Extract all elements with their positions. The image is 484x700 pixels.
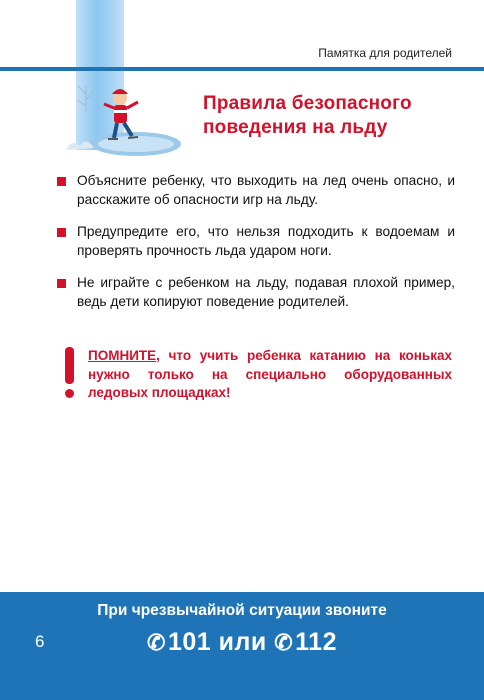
emergency-numbers: [0, 628, 484, 657]
list-item: [57, 274, 455, 311]
page-title: [203, 92, 412, 140]
list-item: [57, 172, 455, 209]
emergency-call-text: При чрезвычайной ситуации звоните: [97, 602, 387, 619]
phone-separator: или: [218, 628, 267, 656]
title-line-2: поведения на льду: [203, 117, 388, 138]
warning-text: [88, 347, 452, 403]
list-item: [57, 223, 455, 260]
warning-body: , что учить ребенка катанию на коньках нужно только на специально оборудованных ледовых площадках!: [88, 348, 452, 400]
list-item-text: Объясните ребенку, что выходить на лед очень опасно, и расскажите об опасности игр на льду.: [77, 173, 455, 207]
phone-icon: ✆: [147, 630, 166, 655]
child-skating-illustration: [58, 72, 188, 167]
warning-block: [62, 347, 462, 407]
title-line-1: Правила безопасного: [203, 93, 412, 114]
bullet-square-icon: [57, 279, 66, 288]
rules-list: [57, 172, 455, 325]
phone-number-2: 112: [295, 628, 337, 656]
exclamation-icon: [65, 347, 74, 384]
phone-number-1: 101: [167, 628, 212, 656]
footer-banner: [0, 592, 484, 700]
list-item-text: Предупредите его, что нельзя подходить к водоемам и проверять прочность льда ударом ноги.: [77, 224, 455, 258]
phone-icon: ✆: [274, 630, 294, 655]
page-number: 6: [35, 632, 45, 651]
list-item-text: Не играйте с ребенком на льду, подавая плохой пример, ведь дети копируют поведение родителей.: [77, 275, 455, 309]
bullet-square-icon: [57, 228, 66, 237]
header-text: Памятка для родителей: [318, 46, 452, 60]
bullet-square-icon: [57, 177, 66, 186]
header-rule: [0, 67, 484, 71]
warning-highlight: ПОМНИТЕ: [88, 348, 157, 363]
exclamation-dot: [65, 389, 74, 398]
